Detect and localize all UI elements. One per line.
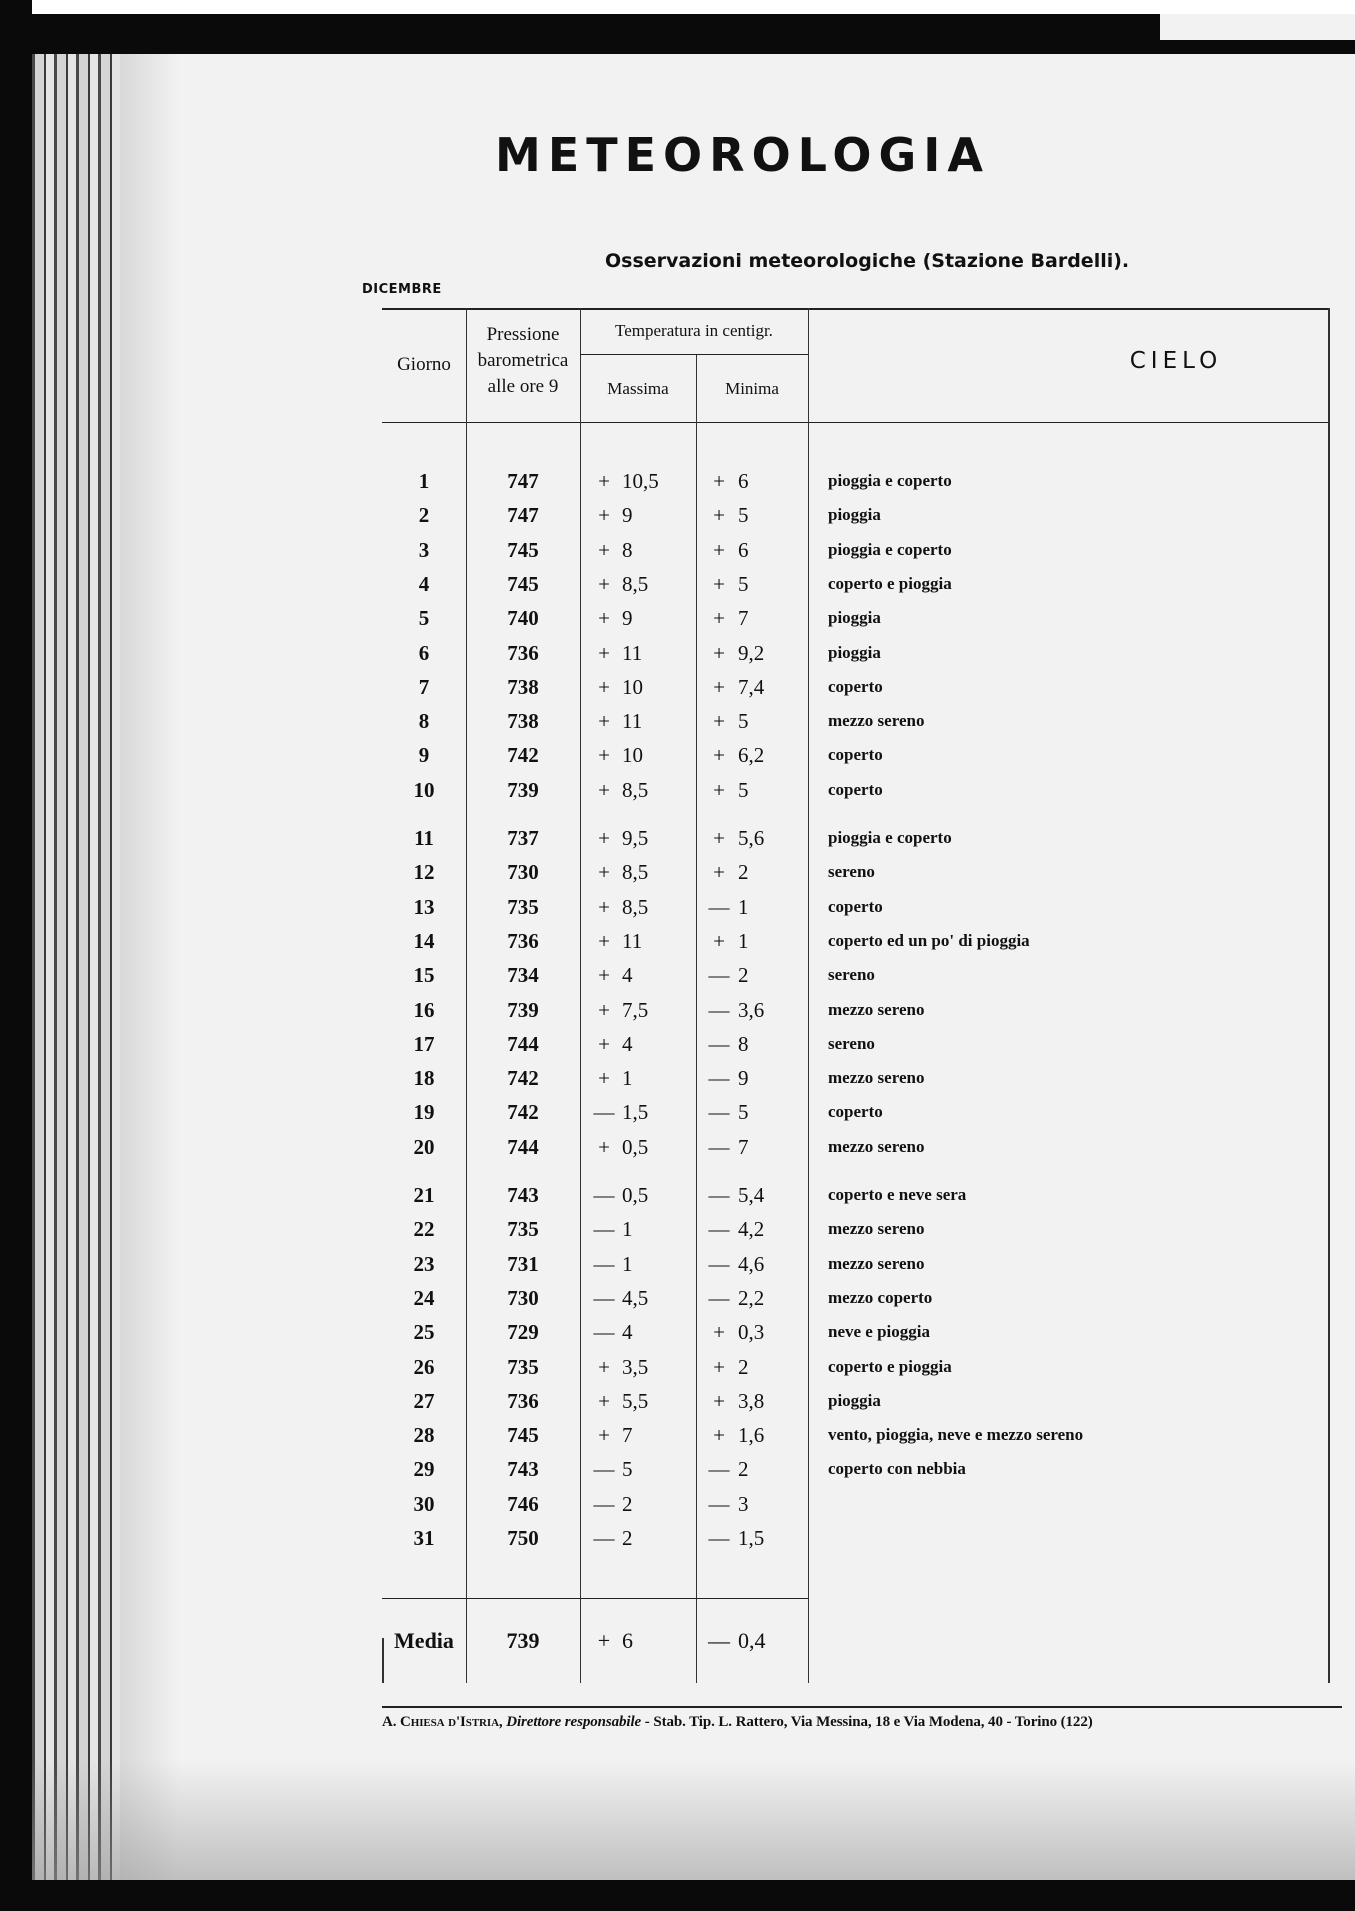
max-value-cell: 1 <box>622 1251 633 1276</box>
pressure-cell: 737 <box>507 826 539 850</box>
sky-cell: mezzo sereno <box>828 1136 925 1156</box>
min-value-cell: 5 <box>738 503 749 528</box>
min-sign-cell: + <box>713 469 725 493</box>
max-sign-cell: + <box>598 997 610 1022</box>
max-value-cell: 9 <box>622 503 633 528</box>
max-value-cell: 4 <box>622 963 633 988</box>
max-sign-cell: + <box>598 963 610 988</box>
day-cell: 7 <box>418 674 430 699</box>
pressure-cell: 738 <box>507 674 539 699</box>
min-value-cell: 6 <box>738 537 749 562</box>
table-row <box>382 1452 1330 1486</box>
min-value-cell: 1,6 <box>738 1423 765 1448</box>
max-value-cell: 5 <box>622 1457 633 1482</box>
max-sign-cell: + <box>598 709 610 734</box>
weather-table <box>382 308 1330 1683</box>
media-pressure: 739 <box>506 1628 540 1653</box>
pressure-cell: 747 <box>507 503 539 528</box>
min-sign-cell: — <box>708 963 730 988</box>
footer-printer: - Stab. Tip. L. Rattero, Via Messina, 18 e Via Modena, 40 - Torino (122) <box>644 1714 1093 1730</box>
max-value-cell: 8,5 <box>622 571 649 596</box>
pressure-cell: 734 <box>507 963 539 988</box>
footer-rule <box>382 1706 1342 1708</box>
pressure-cell: 742 <box>507 743 539 768</box>
max-value-cell: 9,5 <box>622 826 649 850</box>
max-sign-cell: — <box>593 1457 615 1482</box>
sky-cell: pioggia e coperto <box>828 471 952 490</box>
max-value-cell: 10,5 <box>622 469 659 493</box>
scan-left-shadow <box>0 0 32 1911</box>
table-top-rule <box>382 308 1330 310</box>
max-value-cell: 4 <box>622 1031 633 1056</box>
pressure-cell: 735 <box>507 1217 539 1242</box>
max-sign-cell: — <box>593 1491 615 1516</box>
day-cell: 27 <box>413 1388 435 1413</box>
table-row <box>382 704 1330 738</box>
scan-top-margin <box>0 0 1355 14</box>
max-sign-cell: + <box>598 606 610 631</box>
max-value-cell: 0,5 <box>622 1183 649 1207</box>
table-row <box>382 1315 1330 1349</box>
min-value-cell: 5,6 <box>738 826 765 850</box>
min-sign-cell: + <box>713 1354 725 1379</box>
max-sign-cell: + <box>598 1388 610 1413</box>
media-label: Media <box>394 1628 454 1653</box>
min-sign-cell: + <box>713 674 725 699</box>
pressure-cell: 740 <box>507 606 539 631</box>
header-temperatura: Temperatura in centigr. <box>615 321 773 340</box>
day-cell: 12 <box>413 860 435 885</box>
scan-top-shadow <box>0 14 1160 54</box>
min-sign-cell: + <box>713 640 725 665</box>
table-row <box>382 601 1330 635</box>
table-row <box>382 1247 1330 1281</box>
day-cell: 21 <box>413 1183 435 1207</box>
footer-role: Direttore responsabile <box>506 1714 642 1730</box>
min-value-cell: 1,5 <box>738 1526 765 1550</box>
table-row <box>382 670 1330 704</box>
table-row <box>382 924 1330 958</box>
pressure-cell: 739 <box>507 997 539 1022</box>
min-sign-cell: + <box>713 571 725 596</box>
day-cell: 6 <box>418 640 430 665</box>
day-cell: 10 <box>413 777 435 802</box>
table-row <box>382 890 1330 924</box>
sky-cell: coperto e pioggia <box>828 1356 952 1376</box>
min-sign-cell: — <box>708 894 730 919</box>
max-value-cell: 11 <box>622 640 643 665</box>
table-row <box>382 1487 1330 1521</box>
max-sign-cell: + <box>598 503 610 528</box>
min-value-cell: 9,2 <box>738 640 765 665</box>
header-pressione-line3: alle ore 9 <box>487 376 559 397</box>
max-sign-cell: + <box>598 1354 610 1379</box>
sky-cell: pioggia <box>828 608 881 628</box>
sky-cell: pioggia <box>828 505 881 525</box>
max-sign-cell: + <box>598 674 610 699</box>
min-value-cell: 2 <box>738 963 749 988</box>
pressure-cell: 735 <box>507 1354 539 1379</box>
min-sign-cell: + <box>713 1320 725 1345</box>
max-sign-cell: + <box>598 1066 610 1091</box>
sky-cell: pioggia <box>828 642 881 662</box>
max-sign-cell: + <box>598 777 610 802</box>
table-row <box>382 1061 1330 1095</box>
day-cell: 8 <box>418 709 430 734</box>
min-value-cell: 3,8 <box>738 1388 765 1413</box>
min-sign-cell: + <box>713 777 725 802</box>
min-value-cell: 5 <box>738 777 749 802</box>
media-min-sign: — <box>708 1628 730 1653</box>
min-value-cell: 7 <box>738 1134 749 1159</box>
max-value-cell: 5,5 <box>622 1388 649 1413</box>
max-sign-cell: + <box>598 743 610 768</box>
pressure-cell: 745 <box>507 571 539 596</box>
table-row <box>382 1095 1330 1129</box>
sky-cell: mezzo sereno <box>828 1219 925 1239</box>
table-row <box>382 1178 1330 1212</box>
table-header-rule <box>382 422 1330 423</box>
table-row <box>382 1418 1330 1452</box>
min-sign-cell: — <box>708 1457 730 1482</box>
max-value-cell: 8,5 <box>622 777 649 802</box>
min-sign-cell: + <box>713 743 725 768</box>
min-sign-cell: — <box>708 1217 730 1242</box>
day-cell: 24 <box>413 1285 435 1310</box>
pressure-cell: 736 <box>507 1388 539 1413</box>
sky-cell: coperto <box>828 896 883 916</box>
min-value-cell: 2 <box>738 860 749 885</box>
day-cell: 14 <box>413 928 435 953</box>
min-sign-cell: + <box>713 860 725 885</box>
table-row <box>382 636 1330 670</box>
day-cell: 16 <box>413 997 435 1022</box>
day-cell: 23 <box>413 1251 435 1276</box>
table-row <box>382 1350 1330 1384</box>
max-sign-cell: — <box>593 1217 615 1242</box>
day-cell: 30 <box>413 1491 435 1516</box>
sky-cell: sereno <box>828 965 875 985</box>
media-row <box>382 1624 1330 1658</box>
min-sign-cell: + <box>713 826 725 850</box>
max-sign-cell: + <box>598 1423 610 1448</box>
pressure-cell: 735 <box>507 894 539 919</box>
day-cell: 26 <box>413 1354 435 1379</box>
media-max-sign: + <box>597 1628 611 1653</box>
max-sign-cell: + <box>598 1134 610 1159</box>
max-sign-cell: — <box>593 1320 615 1345</box>
max-value-cell: 1 <box>622 1066 633 1091</box>
sky-cell: neve e pioggia <box>828 1322 930 1342</box>
sky-cell: coperto e neve sera <box>828 1185 967 1204</box>
min-sign-cell: + <box>713 709 725 734</box>
table-row <box>382 498 1330 532</box>
pressure-cell: 736 <box>507 640 539 665</box>
min-sign-cell: — <box>708 1491 730 1516</box>
media-top-rule <box>382 1598 808 1599</box>
min-sign-cell: — <box>708 1134 730 1159</box>
temperature-subheader-rule <box>580 354 808 355</box>
day-cell: 20 <box>413 1134 435 1159</box>
min-value-cell: 6,2 <box>738 743 765 768</box>
table-row <box>382 1212 1330 1246</box>
min-value-cell: 5 <box>738 571 749 596</box>
sky-cell: mezzo coperto <box>828 1287 933 1307</box>
max-sign-cell: — <box>593 1526 615 1550</box>
day-cell: 15 <box>413 963 435 988</box>
max-value-cell: 0,5 <box>622 1134 649 1159</box>
pressure-cell: 730 <box>507 1285 539 1310</box>
max-value-cell: 4,5 <box>622 1285 649 1310</box>
day-cell: 11 <box>414 826 434 850</box>
table-row <box>382 773 1330 807</box>
sky-cell: mezzo sereno <box>828 1253 925 1273</box>
max-sign-cell: + <box>598 928 610 953</box>
max-sign-cell: — <box>593 1251 615 1276</box>
header-massima: Massima <box>607 379 669 398</box>
min-value-cell: 2 <box>738 1457 749 1482</box>
sky-cell: coperto <box>828 676 883 696</box>
sky-cell: coperto con nebbia <box>828 1459 966 1479</box>
max-sign-cell: + <box>598 469 610 493</box>
max-value-cell: 7,5 <box>622 997 649 1022</box>
min-value-cell: 7 <box>738 606 749 631</box>
pressure-cell: 730 <box>507 860 539 885</box>
table-row <box>382 738 1330 772</box>
min-value-cell: 1 <box>738 894 749 919</box>
header-pressione-line1: Pressione <box>486 324 560 345</box>
max-sign-cell: — <box>593 1285 615 1310</box>
table-row <box>382 464 1330 498</box>
min-sign-cell: — <box>708 1066 730 1091</box>
day-cell: 29 <box>413 1457 435 1482</box>
max-value-cell: 2 <box>622 1526 633 1550</box>
header-giorno: Giorno <box>397 354 451 375</box>
sky-cell: sereno <box>828 1033 875 1053</box>
max-value-cell: 10 <box>622 743 643 768</box>
book-page-edges <box>32 54 132 1880</box>
table-subtitle: Osservazioni meteorologiche (Stazione Bardelli). <box>605 250 1130 272</box>
table-row <box>382 1521 1330 1555</box>
min-value-cell: 1 <box>738 928 749 953</box>
min-value-cell: 5 <box>738 709 749 734</box>
min-sign-cell: + <box>713 537 725 562</box>
min-value-cell: 2,2 <box>738 1285 765 1310</box>
min-sign-cell: + <box>713 606 725 631</box>
sky-cell: pioggia <box>828 1390 881 1410</box>
sky-cell: vento, pioggia, neve e mezzo sereno <box>828 1425 1084 1445</box>
min-value-cell: 8 <box>738 1031 749 1056</box>
max-value-cell: 7 <box>622 1423 633 1448</box>
scan-bottom-shading <box>32 1760 1355 1880</box>
max-value-cell: 1,5 <box>622 1100 649 1125</box>
min-sign-cell: + <box>713 1388 725 1413</box>
pressure-cell: 744 <box>507 1031 539 1056</box>
min-value-cell: 2 <box>738 1354 749 1379</box>
header-minima: Minima <box>725 379 779 398</box>
pressure-cell: 731 <box>507 1251 539 1276</box>
min-sign-cell: — <box>708 997 730 1022</box>
day-cell: 1 <box>418 469 430 493</box>
table-row <box>382 821 1330 855</box>
sky-cell: sereno <box>828 862 875 882</box>
pressure-cell: 742 <box>507 1066 539 1091</box>
day-cell: 25 <box>413 1320 435 1345</box>
min-value-cell: 3 <box>738 1491 749 1516</box>
max-sign-cell: + <box>598 826 610 850</box>
max-value-cell: 8,5 <box>622 894 649 919</box>
media-min-value: 0,4 <box>738 1628 766 1653</box>
min-value-cell: 4,2 <box>738 1217 765 1242</box>
pressure-cell: 750 <box>507 1526 539 1550</box>
imprint-footer <box>382 1714 1342 1731</box>
day-cell: 28 <box>413 1423 435 1448</box>
max-value-cell: 2 <box>622 1491 633 1516</box>
header-pressione-line2: barometrica <box>477 350 569 371</box>
min-sign-cell: — <box>708 1100 730 1125</box>
max-value-cell: 8,5 <box>622 860 649 885</box>
sky-cell: coperto e pioggia <box>828 573 952 593</box>
min-value-cell: 5,4 <box>738 1183 765 1207</box>
page-title: METEOROLOGIA <box>495 128 990 182</box>
book-page-edge-fade <box>120 54 180 1880</box>
pressure-cell: 742 <box>507 1100 539 1125</box>
day-cell: 17 <box>413 1031 435 1056</box>
header-cielo: CIELO <box>1129 348 1223 374</box>
min-sign-cell: — <box>708 1526 730 1550</box>
sky-cell: coperto <box>828 745 883 765</box>
day-cell: 31 <box>413 1526 435 1550</box>
max-value-cell: 8 <box>622 537 633 562</box>
min-sign-cell: + <box>713 503 725 528</box>
min-value-cell: 7,4 <box>738 674 765 699</box>
media-max-value: 6 <box>622 1628 633 1653</box>
min-sign-cell: — <box>708 1183 730 1207</box>
max-value-cell: 3,5 <box>622 1354 649 1379</box>
table-row <box>382 1384 1330 1418</box>
pressure-cell: 739 <box>507 777 539 802</box>
table-row <box>382 1281 1330 1315</box>
max-sign-cell: — <box>593 1183 615 1207</box>
day-cell: 22 <box>413 1217 435 1242</box>
pressure-cell: 746 <box>507 1491 539 1516</box>
min-value-cell: 0,3 <box>738 1320 765 1345</box>
min-sign-cell: — <box>708 1251 730 1276</box>
day-cell: 18 <box>413 1066 435 1091</box>
table-row <box>382 1027 1330 1061</box>
pressure-cell: 747 <box>507 469 539 493</box>
sky-cell: coperto <box>828 1102 883 1122</box>
footer-name: A. Chiesa d'Istria, <box>382 1714 503 1730</box>
pressure-cell: 738 <box>507 709 539 734</box>
min-value-cell: 6 <box>738 469 749 493</box>
sky-cell: coperto <box>828 779 883 799</box>
table-row <box>382 855 1330 889</box>
day-cell: 3 <box>418 537 430 562</box>
min-sign-cell: — <box>708 1031 730 1056</box>
sky-cell: mezzo sereno <box>828 1068 925 1088</box>
table-row <box>382 567 1330 601</box>
day-cell: 2 <box>418 503 430 528</box>
max-sign-cell: + <box>598 640 610 665</box>
scan-top-shadow-right <box>1160 40 1355 54</box>
max-sign-cell: + <box>598 894 610 919</box>
max-value-cell: 11 <box>622 928 643 953</box>
table-row <box>382 993 1330 1027</box>
pressure-cell: 745 <box>507 537 539 562</box>
min-sign-cell: + <box>713 1423 725 1448</box>
table-row <box>382 958 1330 992</box>
max-value-cell: 10 <box>622 674 643 699</box>
sky-cell: mezzo sereno <box>828 999 925 1019</box>
max-sign-cell: + <box>598 1031 610 1056</box>
sky-cell: pioggia e coperto <box>828 828 952 847</box>
day-cell: 19 <box>413 1100 435 1125</box>
min-value-cell: 3,6 <box>738 997 765 1022</box>
month-label: DICEMBRE <box>362 282 442 297</box>
min-sign-cell: + <box>713 928 725 953</box>
sky-cell: coperto ed un po' di pioggia <box>828 930 1030 950</box>
pressure-cell: 729 <box>507 1320 539 1345</box>
day-cell: 5 <box>418 606 430 631</box>
pressure-cell: 743 <box>507 1457 539 1482</box>
max-sign-cell: + <box>598 537 610 562</box>
table-row <box>382 533 1330 567</box>
max-value-cell: 11 <box>622 709 643 734</box>
max-sign-cell: — <box>593 1100 615 1125</box>
max-value-cell: 9 <box>622 606 633 631</box>
sky-cell: mezzo sereno <box>828 711 925 731</box>
min-value-cell: 9 <box>738 1066 749 1091</box>
table-row <box>382 1130 1330 1164</box>
max-sign-cell: + <box>598 860 610 885</box>
scan-bottom-shadow <box>0 1880 1355 1911</box>
day-cell: 9 <box>418 743 430 768</box>
min-value-cell: 5 <box>738 1100 749 1125</box>
max-sign-cell: + <box>598 571 610 596</box>
max-value-cell: 4 <box>622 1320 633 1345</box>
max-value-cell: 1 <box>622 1217 633 1242</box>
min-sign-cell: — <box>708 1285 730 1310</box>
sky-cell: pioggia e coperto <box>828 539 952 559</box>
pressure-cell: 744 <box>507 1134 539 1159</box>
day-cell: 4 <box>418 571 430 596</box>
pressure-cell: 743 <box>507 1183 539 1207</box>
min-value-cell: 4,6 <box>738 1251 765 1276</box>
day-cell: 13 <box>413 894 435 919</box>
pressure-cell: 736 <box>507 928 539 953</box>
pressure-cell: 745 <box>507 1423 539 1448</box>
